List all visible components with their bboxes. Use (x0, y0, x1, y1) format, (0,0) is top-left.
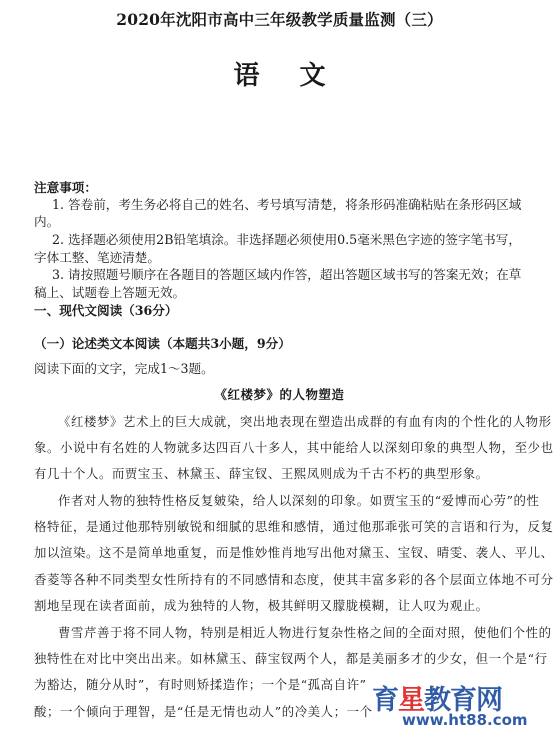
article-line: 有几十个人。而贾宝玉、林黛玉、薛宝钗、王熙凤则成为千古不朽的典型形象。 (34, 466, 489, 481)
article-line: 割地呈现在读者面前，成为独特的人物，极其鲜明又朦胧模糊，让人叹为观止。 (34, 598, 489, 613)
article-line: 曹雪芹善于将不同人物，特别是相近人物进行复杂性格之间的全面对照，使他们个性的 (58, 625, 552, 640)
notes-item-3-line-1: 3. 请按照题号顺序在各题目的答题区域内作答，超出答题区域书写的答案无效；在草 (52, 267, 522, 282)
exam-title: 2020年沈阳市高中三年级教学质量监测（三） (116, 10, 443, 29)
watermark-site-name: 育星教育网 (372, 685, 502, 716)
reading-instruction: 阅读下面的文字，完成1～3题。 (34, 361, 214, 376)
section-part-1-sub-1-heading: （一）论述类文本阅读（本题共3小题，9分） (34, 336, 291, 351)
article-title: 《红楼梦》的人物塑造 (214, 387, 345, 402)
article-line: 作者对人物的独特性格反复皴染，给人以深刻的印象。如贾宝玉的“爱博而心劳”的性 (58, 493, 540, 508)
notes-item-2-line-2: 字体工整、笔迹清楚。 (34, 250, 160, 265)
notes-item-3-line-2: 稿上、试题卷上答题无效。 (34, 285, 186, 300)
watermark-url: www.ht88.com (402, 711, 528, 729)
notes-item-1-line-2: 内。 (34, 214, 60, 229)
article-line: 酸；一个倾向于理智，是“任是无情也动人”的冷美人；一个 (34, 704, 373, 719)
article-line: 香菱等各种不同类型女性所持有的不同感情和态度，使其丰富多彩的各个层面立体地不可分 (34, 572, 554, 587)
article-line: 独特性在对比中突出出来。如林黛玉、薛宝钗两个人，都是美丽多才的少女，但一个是“行 (34, 651, 548, 666)
article-line: 格特征，是通过他那特别敏锐和细腻的思维和感情，通过他那乖张可笑的言语和行为，反复 (34, 519, 554, 534)
notes-item-1-line-1: 1. 答卷前，考生务必将自己的姓名、考号填写清楚，将条形码准确粘贴在条形码区域 (52, 197, 522, 212)
site-watermark (372, 678, 559, 731)
subject-title: 语文 (233, 61, 366, 91)
article-line: 象。小说中有名姓的人物就多达四百八十多人，其中能给人以深刻印象的典型人物，至少也 (34, 440, 554, 455)
section-part-1-heading: 一、现代文阅读（36分） (34, 303, 178, 318)
article-line: 《红楼梦》艺术上的巨大成就，突出地表现在塑造出成群的有血有肉的个性化的人物形 (58, 414, 552, 429)
article-line: 为豁达，随分从时”，有时则矫揉造作；一个是“孤高自许” (34, 677, 367, 692)
article-line: 加以渲染。这不是简单地重复，而是惟妙惟肖地写出他对黛玉、宝钗、晴雯、袭人、平儿、 (34, 545, 554, 560)
notes-item-2-line-1: 2. 选择题必须使用2B铅笔填涂。非选择题必须使用0.5毫米黑色字迹的签字笔书写， (52, 232, 521, 247)
notes-heading: 注意事项： (34, 180, 97, 195)
